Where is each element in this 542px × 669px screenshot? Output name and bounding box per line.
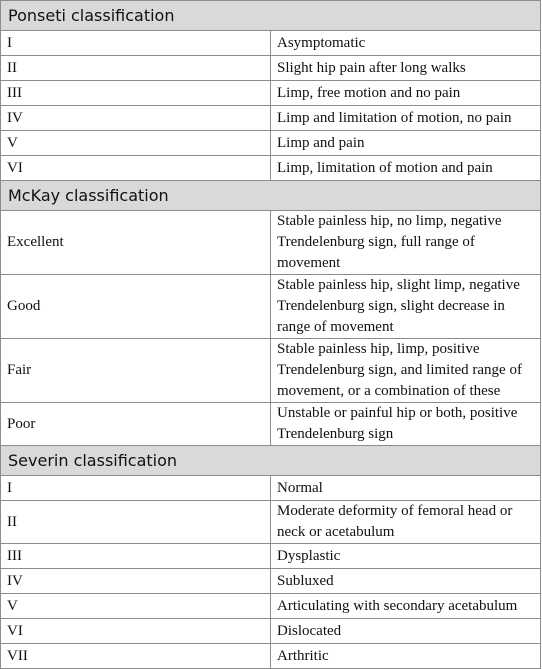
- grade-cell: II: [1, 56, 271, 81]
- grade-cell: VII: [1, 644, 271, 669]
- table-row: [1, 211, 541, 275]
- description-cell: Limp and limitation of motion, no pain: [271, 106, 541, 131]
- description-cell: Asymptomatic: [271, 31, 541, 56]
- description-cell: Stable painless hip, slight limp, negative Trendelenburg sign, slight decrease in range of movement: [271, 275, 541, 339]
- description-cell: Normal: [271, 476, 541, 501]
- table-row: [1, 56, 541, 81]
- table-row: [1, 644, 541, 669]
- grade-cell: I: [1, 31, 271, 56]
- section-title: Severin classification: [1, 446, 541, 476]
- table-row: [1, 106, 541, 131]
- description-cell: Stable painless hip, limp, positive Trendelenburg sign, and limited range of movement, or a combination of these: [271, 339, 541, 403]
- table-row: [1, 619, 541, 644]
- grade-cell: Good: [1, 275, 271, 339]
- table-row: [1, 544, 541, 569]
- description-cell: Unstable or painful hip or both, positive Trendelenburg sign: [271, 403, 541, 446]
- grade-cell: III: [1, 81, 271, 106]
- description-cell: Moderate deformity of femoral head or neck or acetabulum: [271, 501, 541, 544]
- table-row: [1, 569, 541, 594]
- section-header-ponseti: [1, 1, 541, 31]
- description-cell: Arthritic: [271, 644, 541, 669]
- grade-cell: VI: [1, 619, 271, 644]
- table-row: [1, 339, 541, 403]
- description-cell: Stable painless hip, no limp, negative Trendelenburg sign, full range of movement: [271, 211, 541, 275]
- grade-cell: Excellent: [1, 211, 271, 275]
- grade-cell: VI: [1, 156, 271, 181]
- grade-cell: I: [1, 476, 271, 501]
- grade-cell: Poor: [1, 403, 271, 446]
- table-row: [1, 31, 541, 56]
- grade-cell: II: [1, 501, 271, 544]
- description-cell: Subluxed: [271, 569, 541, 594]
- table-row: [1, 594, 541, 619]
- grade-cell: V: [1, 131, 271, 156]
- table-row: [1, 403, 541, 446]
- grade-cell: Fair: [1, 339, 271, 403]
- table-row: [1, 501, 541, 544]
- table-row: [1, 275, 541, 339]
- section-title: McKay classification: [1, 181, 541, 211]
- table-row: [1, 156, 541, 181]
- grade-cell: V: [1, 594, 271, 619]
- section-header-severin: [1, 446, 541, 476]
- grade-cell: IV: [1, 106, 271, 131]
- grade-cell: IV: [1, 569, 271, 594]
- grade-cell: III: [1, 544, 271, 569]
- description-cell: Articulating with secondary acetabulum: [271, 594, 541, 619]
- description-cell: Dysplastic: [271, 544, 541, 569]
- description-cell: Dislocated: [271, 619, 541, 644]
- description-cell: Slight hip pain after long walks: [271, 56, 541, 81]
- section-title: Ponseti classification: [1, 1, 541, 31]
- table-row: [1, 81, 541, 106]
- table-row: [1, 131, 541, 156]
- description-cell: Limp, limitation of motion and pain: [271, 156, 541, 181]
- description-cell: Limp and pain: [271, 131, 541, 156]
- section-header-mckay: [1, 181, 541, 211]
- table-row: [1, 476, 541, 501]
- description-cell: Limp, free motion and no pain: [271, 81, 541, 106]
